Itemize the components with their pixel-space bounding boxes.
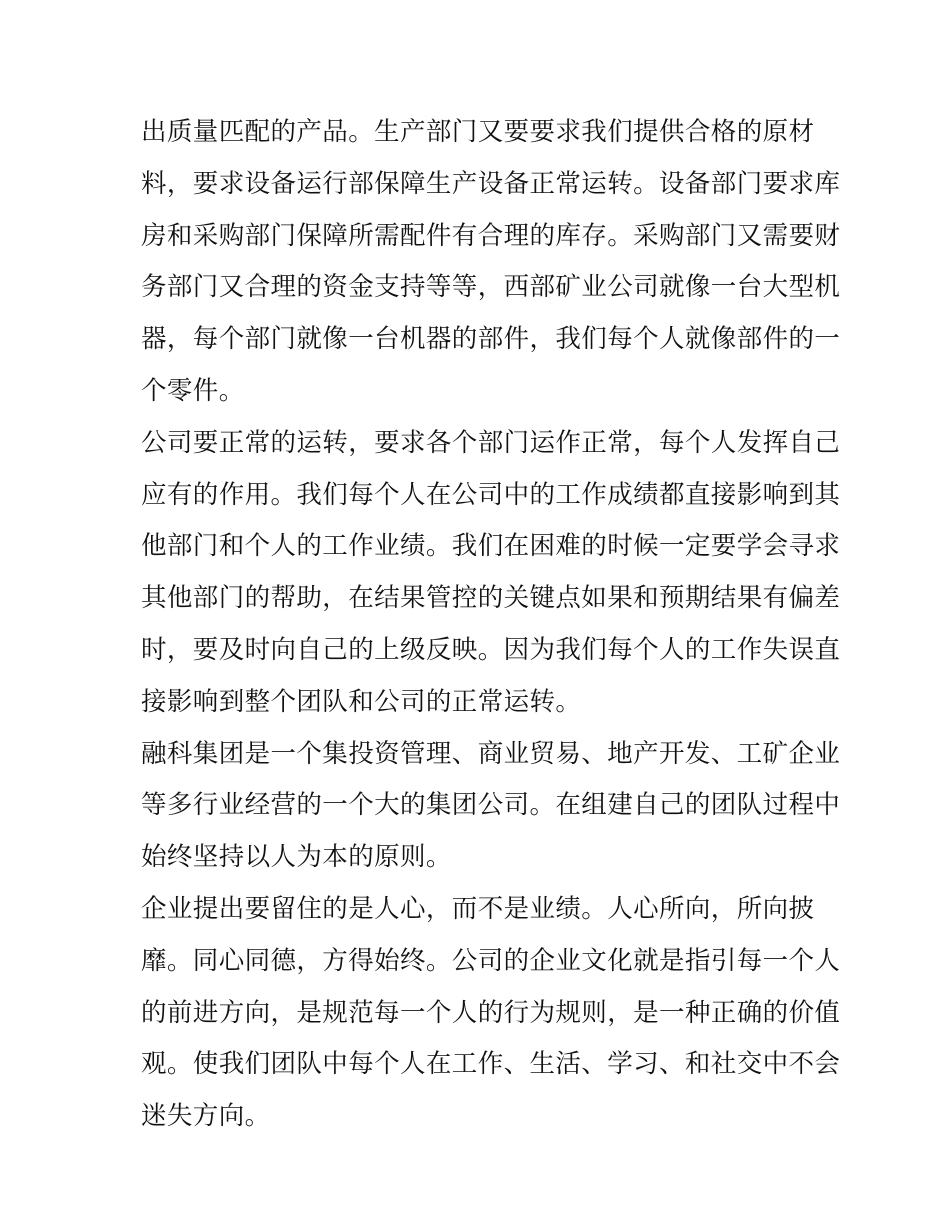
text-line: 的前进方向，是规范每一个人的行为规则，是一种正确的价值 bbox=[141, 997, 841, 1028]
text-line: 靡。同心同德，方得始终。公司的企业文化就是指引每一个人 bbox=[141, 945, 841, 976]
text-line: 迷失方向。 bbox=[141, 1101, 271, 1132]
text-line: 出质量匹配的产品。生产部门又要要求我们提供合格的原材 bbox=[141, 117, 815, 147]
text-line: 公司要正常的运转，要求各个部门运作正常，每个人发挥自己 bbox=[141, 427, 841, 458]
text-line: 料，要求设备运行部保障生产设备正常运转。设备部门要求库 bbox=[141, 168, 841, 199]
text-line: 接影响到整个团队和公司的正常运转。 bbox=[141, 686, 582, 717]
text-line: 企业提出要留住的是人心，而不是业绩。人心所向，所向披 bbox=[141, 893, 815, 924]
text-line: 务部门又合理的资金支持等等，西部矿业公司就像一台大型机 bbox=[141, 272, 841, 303]
text-line: 等多行业经营的一个大的集团公司。在组建自己的团队过程中 bbox=[141, 790, 841, 821]
paragraph-4 bbox=[141, 884, 841, 1143]
paragraph-1 bbox=[141, 107, 841, 418]
text-line: 器，每个部门就像一台机器的部件，我们每个人就像部件的一 bbox=[141, 324, 841, 355]
text-line: 他部门和个人的工作业绩。我们在困难的时候一定要学会寻求 bbox=[141, 531, 841, 562]
text-line: 应有的作用。我们每个人在公司中的工作成绩都直接影响到其 bbox=[141, 479, 841, 510]
text-line: 时，要及时向自己的上级反映。因为我们每个人的工作失误直 bbox=[141, 634, 841, 665]
document-body bbox=[141, 107, 841, 1143]
text-line: 其他部门的帮助，在结果管控的关键点如果和预期结果有偏差 bbox=[141, 583, 841, 614]
text-line: 融科集团是一个集投资管理、商业贸易、地产开发、工矿企业 bbox=[141, 738, 841, 769]
paragraph-3 bbox=[141, 729, 841, 884]
text-line: 个零件。 bbox=[141, 375, 245, 406]
text-line: 始终坚持以人为本的原则。 bbox=[141, 842, 452, 873]
text-line: 观。使我们团队中每个人在工作、生活、学习、和社交中不会 bbox=[141, 1049, 841, 1080]
text-line: 房和采购部门保障所需配件有合理的库存。采购部门又需要财 bbox=[141, 220, 841, 251]
paragraph-2 bbox=[141, 418, 841, 729]
